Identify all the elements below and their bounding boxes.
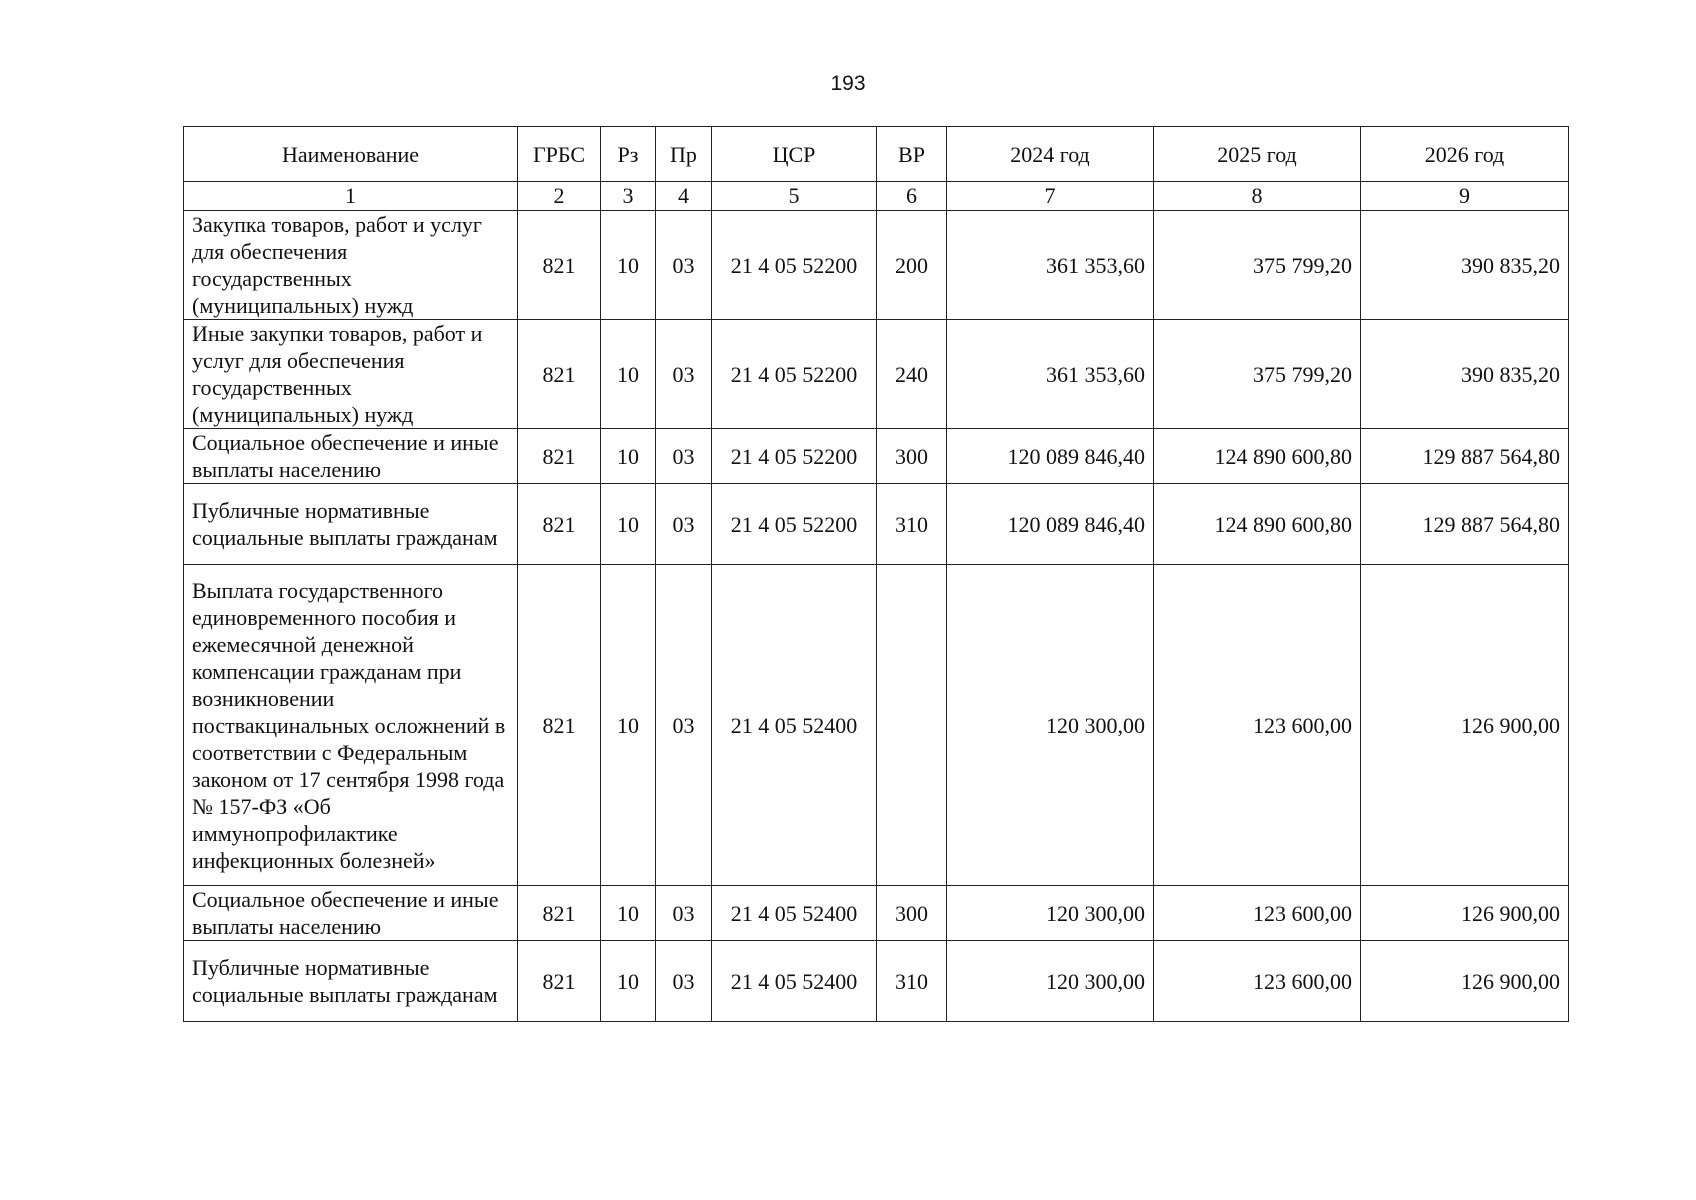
row-pr: 03	[656, 320, 712, 429]
row-amount-2026: 126 900,00	[1361, 565, 1569, 886]
header-name: Наименование	[184, 127, 518, 182]
row-grbs: 821	[518, 886, 601, 941]
column-number: 5	[712, 182, 877, 211]
row-vr: 310	[877, 484, 947, 565]
row-name: Публичные нормативные социальные выплаты гражданам	[184, 941, 518, 1022]
row-amount-2026: 126 900,00	[1361, 941, 1569, 1022]
column-number: 4	[656, 182, 712, 211]
row-grbs: 821	[518, 565, 601, 886]
row-csr: 21 4 05 52400	[712, 565, 877, 886]
row-amount-2025: 375 799,20	[1154, 320, 1361, 429]
column-number: 3	[601, 182, 656, 211]
row-vr: 300	[877, 886, 947, 941]
table-row	[184, 886, 1569, 941]
row-pr: 03	[656, 941, 712, 1022]
column-number: 6	[877, 182, 947, 211]
header-grbs: ГРБС	[518, 127, 601, 182]
row-grbs: 821	[518, 484, 601, 565]
column-number: 8	[1154, 182, 1361, 211]
row-amount-2024: 120 300,00	[947, 565, 1154, 886]
row-grbs: 821	[518, 320, 601, 429]
row-amount-2024: 120 089 846,40	[947, 429, 1154, 484]
row-pr: 03	[656, 484, 712, 565]
row-pr: 03	[656, 211, 712, 320]
row-amount-2026: 126 900,00	[1361, 886, 1569, 941]
row-amount-2024: 361 353,60	[947, 320, 1154, 429]
row-amount-2025: 124 890 600,80	[1154, 484, 1361, 565]
row-amount-2024: 120 300,00	[947, 886, 1154, 941]
row-grbs: 821	[518, 211, 601, 320]
row-amount-2026: 390 835,20	[1361, 320, 1569, 429]
row-amount-2026: 129 887 564,80	[1361, 484, 1569, 565]
row-rz: 10	[601, 484, 656, 565]
row-rz: 10	[601, 211, 656, 320]
budget-table	[183, 126, 1569, 1022]
row-rz: 10	[601, 565, 656, 886]
row-rz: 10	[601, 941, 656, 1022]
row-amount-2025: 123 600,00	[1154, 886, 1361, 941]
row-csr: 21 4 05 52400	[712, 941, 877, 1022]
row-amount-2024: 361 353,60	[947, 211, 1154, 320]
table-row	[184, 484, 1569, 565]
row-name: Социальное обеспечение и иные выплаты населению	[184, 429, 518, 484]
row-csr: 21 4 05 52400	[712, 886, 877, 941]
row-amount-2026: 390 835,20	[1361, 211, 1569, 320]
row-grbs: 821	[518, 429, 601, 484]
row-name: Иные закупки товаров, работ и услуг для обеспечения государственных (муниципальных) нужд	[184, 320, 518, 429]
row-vr: 200	[877, 211, 947, 320]
column-number-row	[184, 182, 1569, 211]
row-pr: 03	[656, 886, 712, 941]
row-csr: 21 4 05 52200	[712, 211, 877, 320]
row-amount-2025: 375 799,20	[1154, 211, 1361, 320]
page-number: 193	[830, 72, 866, 95]
row-vr: 310	[877, 941, 947, 1022]
header-pr: Пр	[656, 127, 712, 182]
header-vr: ВР	[877, 127, 947, 182]
row-rz: 10	[601, 429, 656, 484]
row-name: Социальное обеспечение и иные выплаты населению	[184, 886, 518, 941]
row-vr	[877, 565, 947, 886]
row-amount-2025: 123 600,00	[1154, 941, 1361, 1022]
header-2025: 2025 год	[1154, 127, 1361, 182]
header-row	[184, 127, 1569, 182]
table-row	[184, 941, 1569, 1022]
table-row	[184, 565, 1569, 886]
row-csr: 21 4 05 52200	[712, 320, 877, 429]
header-csr: ЦСР	[712, 127, 877, 182]
row-amount-2025: 123 600,00	[1154, 565, 1361, 886]
row-rz: 10	[601, 886, 656, 941]
header-2026: 2026 год	[1361, 127, 1569, 182]
row-csr: 21 4 05 52200	[712, 429, 877, 484]
row-name: Закупка товаров, работ и услуг для обеспечения государственных (муниципальных) нужд	[184, 211, 518, 320]
row-vr: 240	[877, 320, 947, 429]
table-row	[184, 320, 1569, 429]
table-row	[184, 211, 1569, 320]
column-number: 2	[518, 182, 601, 211]
row-csr: 21 4 05 52200	[712, 484, 877, 565]
row-pr: 03	[656, 565, 712, 886]
row-rz: 10	[601, 320, 656, 429]
row-amount-2024: 120 300,00	[947, 941, 1154, 1022]
header-rz: Рз	[601, 127, 656, 182]
row-amount-2024: 120 089 846,40	[947, 484, 1154, 565]
row-name: Публичные нормативные социальные выплаты гражданам	[184, 484, 518, 565]
column-number: 7	[947, 182, 1154, 211]
row-name: Выплата государственного единовременного пособия и ежемесячной денежной компенсации гражданам при возникновении поствакцинальных осложнений в соответствии с Федеральным законом от 17 сентября 1998 года № 157-ФЗ «Об иммунопрофилактике инфекционных болезней»	[184, 565, 518, 886]
column-number: 1	[184, 182, 518, 211]
row-pr: 03	[656, 429, 712, 484]
row-amount-2025: 124 890 600,80	[1154, 429, 1361, 484]
header-2024: 2024 год	[947, 127, 1154, 182]
row-amount-2026: 129 887 564,80	[1361, 429, 1569, 484]
table-row	[184, 429, 1569, 484]
column-number: 9	[1361, 182, 1569, 211]
row-vr: 300	[877, 429, 947, 484]
row-grbs: 821	[518, 941, 601, 1022]
